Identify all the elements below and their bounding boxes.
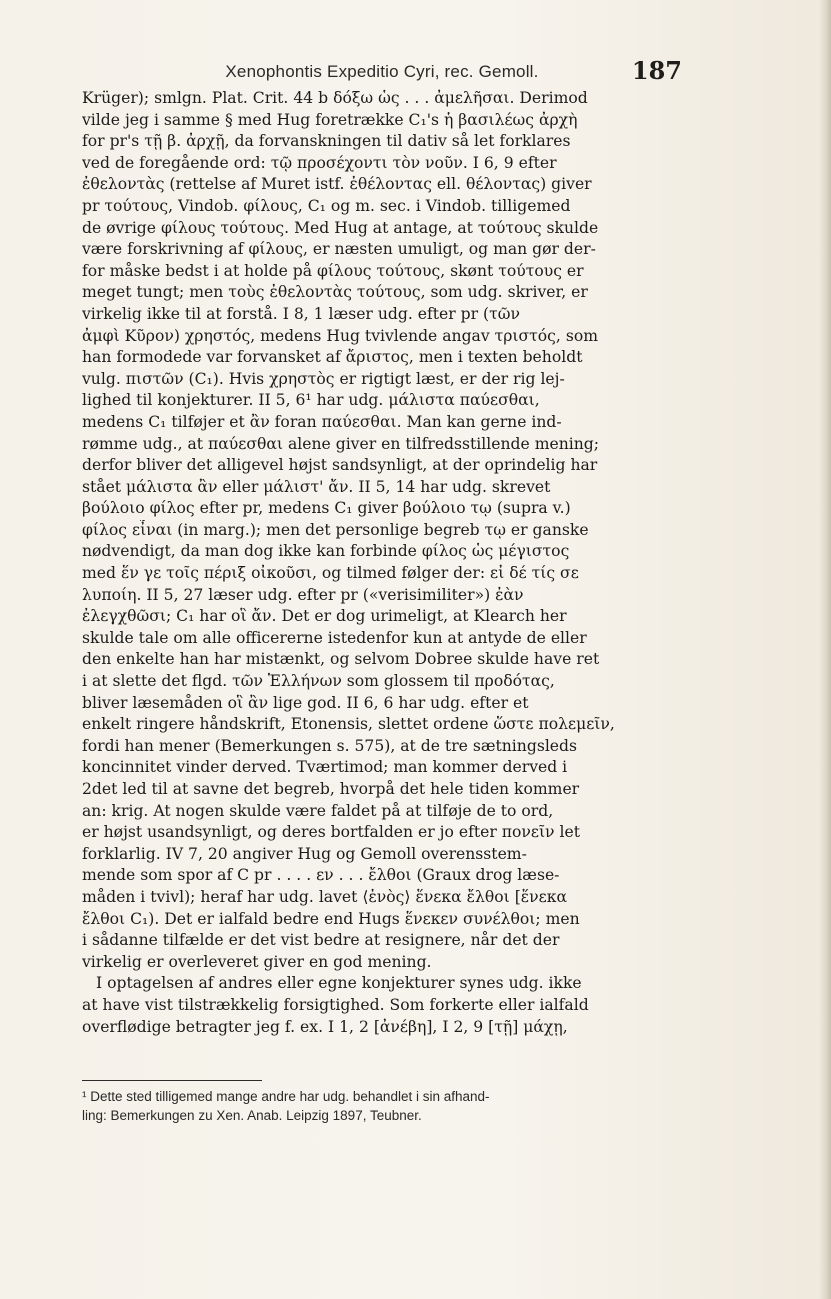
text-line: forklarlig. IV 7, 20 angiver Hug og Gemoll overensstem- — [82, 844, 527, 863]
text-line: med ἕν γε τοῖς πέριξ οἰκοῦσι, og tilmed følger der: εἰ δέ τίς σε — [82, 564, 579, 583]
text-line: den enkelte han har mistænkt, og selvom Dobree skulde have ret — [82, 650, 600, 669]
text-line: nødvendigt, da man dog ikke kan forbinde φίλος ὡς μέγιστος — [82, 542, 570, 561]
text-line: for måske bedst i at holde på φίλους τούτους, skønt τούτους er — [82, 261, 584, 280]
text-line: koncinnitet vinder derved. Tværtimod; man kommer derved i — [82, 758, 568, 777]
text-line: medens C₁ tilføjer et ἂν foran παύεσθαι. Man kan gerne ind- — [82, 412, 562, 431]
text-line: ἔλθοι C₁). Det er ialfald bedre end Hugs ἕνεκεν συνέλθοι; men — [82, 909, 580, 928]
footnote-line: ling: Bemerkungen zu Xen. Anab. Leipzig 1897, Teubner. — [82, 1108, 422, 1123]
text-line: rømme udg., at παύεσθαι alene giver en tilfredsstillende mening; — [82, 434, 600, 453]
text-line: han formodede var forvansket af ἄριστος, men i texten beholdt — [82, 348, 583, 367]
footnote-divider — [82, 1080, 262, 1081]
text-line: i at slette det flgd. τῶν Ἑλλήνων som glossem til προδότας, — [82, 672, 555, 691]
text-line: måden i tvivl); heraf har udg. lavet ⟨ἑνὸς⟩ ἕνεκα ἔλθοι [ἕνεκα — [82, 887, 567, 906]
text-line: stået μάλιστα ἂν eller μάλιστ' ἄν. II 5, 14 har udg. skrevet — [82, 477, 551, 496]
page-header — [82, 56, 682, 86]
running-title: Xenophontis Expeditio Cyri, rec. Gemoll. — [225, 62, 539, 81]
text-line: at have vist tilstrækkelig forsigtighed. Som forkerte eller ialfald — [82, 995, 589, 1014]
text-line: fordi han mener (Bemerkungen s. 575), at de tre sætningsleds — [82, 736, 578, 755]
text-line: være forskrivning af φίλους, er næsten umuligt, og man gør der- — [82, 240, 596, 259]
text-line: βούλοιο φίλος efter pr, medens C₁ giver βούλοιο τῳ (supra v.) — [82, 499, 571, 518]
main-text — [82, 88, 684, 1038]
text-line: enkelt ringere håndskrift, Etonensis, slettet ordene ὥστε πολεμεῖν, — [82, 715, 615, 734]
footnote-line: ¹ Dette sted tilligemed mange andre har udg. behandlet i sin afhand- — [82, 1089, 490, 1104]
text-line: lighed til konjekturer. II 5, 6¹ har udg. μάλιστα παύεσθαι, — [82, 391, 540, 410]
text-line: an: krig. At nogen skulde være faldet på at tilføje de to ord, — [82, 801, 554, 820]
footnote — [82, 1087, 684, 1125]
text-line: ἀμφὶ Κῦρον) χρηστός, medens Hug tvivlende angav τριστός, som — [82, 326, 599, 345]
text-line: pr τούτους, Vindob. φίλους, C₁ og m. sec. i Vindob. tilligemed — [82, 196, 571, 215]
text-line: for pr's τῇ β. ἀρχῇ, da forvanskningen til dativ så let forklares — [82, 132, 571, 151]
page-number: 187 — [631, 56, 682, 85]
text-line: ἐθελοντὰς (rettelse af Muret istf. ἐθέλοντας ell. θέλοντας) giver — [82, 175, 592, 194]
text-line: er højst usandsynligt, og deres bortfalden er jo efter πονεῖν let — [82, 823, 580, 842]
text-line: de øvrige φίλους τούτους. Med Hug at antage, at τούτους skulde — [82, 218, 599, 237]
text-line: Krüger); smlgn. Plat. Crit. 44 b δόξω ὡς . . . ἀμελῆσαι. Derimod — [82, 89, 588, 107]
text-line: virkelig er overleveret giver en god mening. — [82, 952, 432, 971]
text-line: bliver læsemåden οἳ ἂν lige god. II 6, 6 har udg. efter et — [82, 693, 529, 712]
text-line: λυποίη. II 5, 27 læser udg. efter pr («verisimiliter») ἐὰν — [82, 585, 524, 604]
text-line: vulg. πιστῶν (C₁). Hvis χρηστὸς er rigtigt læst, er der rig lej- — [82, 369, 565, 388]
text-line: skulde tale om alle officererne istedenfor kun at antyde de eller — [82, 628, 587, 647]
text-line: vilde jeg i samme § med Hug foretrække C₁'s ἡ βασιλέως ἀρχὴ — [82, 110, 578, 129]
text-line: ἐλεγχθῶσι; C₁ har οἳ ἄν. Det er dog urimeligt, at Klearch her — [82, 607, 567, 626]
text-line: ved de foregående ord: τῷ προσέχοντι τὸν νοῦν. I 6, 9 efter — [82, 153, 557, 172]
text-line: virkelig ikke til at forstå. I 8, 1 læser udg. efter pr (τῶν — [82, 304, 520, 323]
text-line: mende som spor af C pr . . . . εν . . . ἔλθοι (Graux drog læse- — [82, 866, 560, 885]
text-line: φίλος εἶναι (in marg.); men det personlige begreb τῳ er ganske — [82, 520, 589, 539]
text-line: i sådanne tilfælde er det vist bedre at resignere, når det der — [82, 931, 560, 950]
text-line: overflødige betragter jeg f. ex. I 1, 2 [ἀνέβη], I 2, 9 [τῇ] μάχῃ, — [82, 1017, 568, 1036]
text-line: derfor bliver det alligevel højst sandsynligt, at der oprindelig har — [82, 456, 598, 475]
text-line: I optagelsen af andres eller egne konjekturer synes udg. ikke — [96, 974, 582, 993]
text-line: 2det led til at savne det begreb, hvorpå det hele tiden kommer — [82, 780, 580, 798]
page-edge-shadow — [819, 0, 831, 1299]
text-line: meget tungt; men τοὺς ἐθελοντὰς τούτους, som udg. skriver, er — [82, 283, 588, 302]
